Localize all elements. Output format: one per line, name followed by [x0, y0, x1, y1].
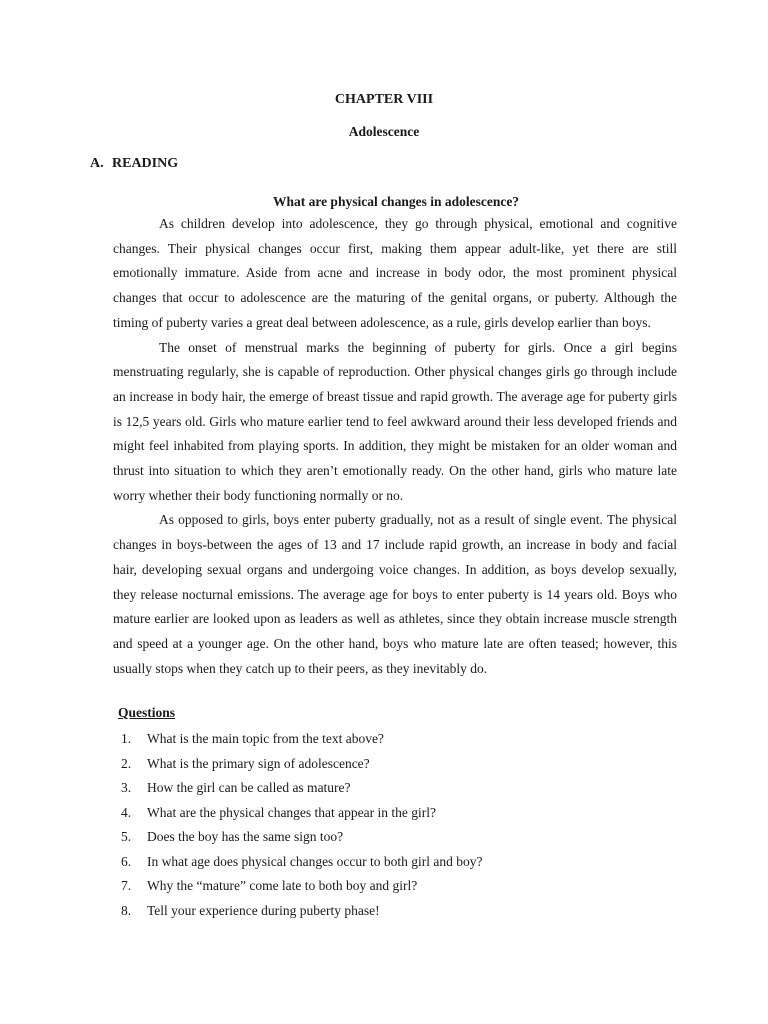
reading-text	[113, 212, 677, 681]
question-number: 8.	[121, 902, 132, 918]
section-heading-text: READING	[112, 156, 179, 171]
question-item	[118, 801, 678, 826]
question-number: 1.	[121, 731, 132, 746]
question-item	[118, 752, 678, 777]
questions-section	[118, 703, 678, 923]
question-item	[118, 899, 678, 924]
paragraph-1: As children develop into adolescence, they go through physical, emotional and cognitive changes. Their physical changes occur first, making them appear adult-like, yet there are still emotionally immature. Aside from acne and increase in body odor, the most prominent physical changes that occur to adolescence are the maturing of the genital organs, or puberty. Although the timing of puberty varies a great deal between adolescence, as a rule, girls develop earlier than boys.	[113, 216, 677, 330]
section-heading	[90, 156, 178, 172]
paragraph-2: The onset of menstrual marks the beginning of puberty for girls. Once a girl begins menstruating regularly, she is capable of reproduction. Other physical changes girls go through include an increase in body hair, the emerge of breast tissue and rapid growth. The average age for puberty girls is 12,5 years old. Girls who mature earlier tend to feel awkward around their less developed friends and might feel inhabited from playing sports. In addition, they might be mistaken for an older woman and thrust into situation to which they aren’t emotionally ready. On the other hand, girls who mature late worry whether their body functioning normally or no.	[113, 339, 677, 503]
question-item	[118, 874, 678, 899]
question-text: Why the “mature” come late to both boy and girl?	[147, 878, 418, 893]
question-text: How the girl can be called as mature?	[147, 780, 351, 795]
question-number: 6.	[121, 853, 132, 869]
chapter-title: CHAPTER VIII	[334, 92, 434, 107]
question-item	[118, 850, 678, 875]
question-number: 4.	[121, 804, 132, 820]
question-item	[118, 776, 678, 801]
question-number: 2.	[121, 755, 132, 771]
paragraph-3: As opposed to girls, boys enter puberty gradually, not as a result of single event. The physical changes in boys-between the ages of 13 and 17 include rapid growth, an increase in body and facial hair, developing sexual organs and undergoing voice changes. In addition, as boys develop sexually, they release nocturnal emissions. The average age for boys to enter puberty is 14 years old. Boys who mature earlier are looked upon as leaders as well as athletes, since they obtain increase muscle strength and speed at a younger age. On the other hand, boys who mature late are often teased; however, this usually stops when they catch up to their peers, as they inevitably do.	[113, 512, 677, 676]
question-text: In what age does physical changes occur to both girl and boy?	[147, 853, 483, 869]
question-text: Does the boy has the same sign too?	[147, 829, 344, 844]
question-text: What is the primary sign of adolescence?	[147, 755, 370, 771]
question-item	[118, 727, 678, 752]
question-text: Tell your experience during puberty phase!	[147, 902, 380, 918]
question-number: 5.	[121, 829, 132, 844]
article-title: What are physical changes in adolescence?	[272, 194, 520, 209]
question-item	[118, 825, 678, 850]
question-number: 7.	[121, 878, 132, 893]
questions-list	[118, 727, 678, 923]
section-letter: A.	[90, 156, 104, 171]
question-text: What are the physical changes that appear in the girl?	[147, 804, 436, 820]
question-text: What is the main topic from the text above?	[147, 731, 384, 746]
chapter-subtitle: Adolescence	[348, 124, 420, 139]
questions-heading: Questions	[118, 705, 176, 720]
question-number: 3.	[121, 780, 132, 795]
